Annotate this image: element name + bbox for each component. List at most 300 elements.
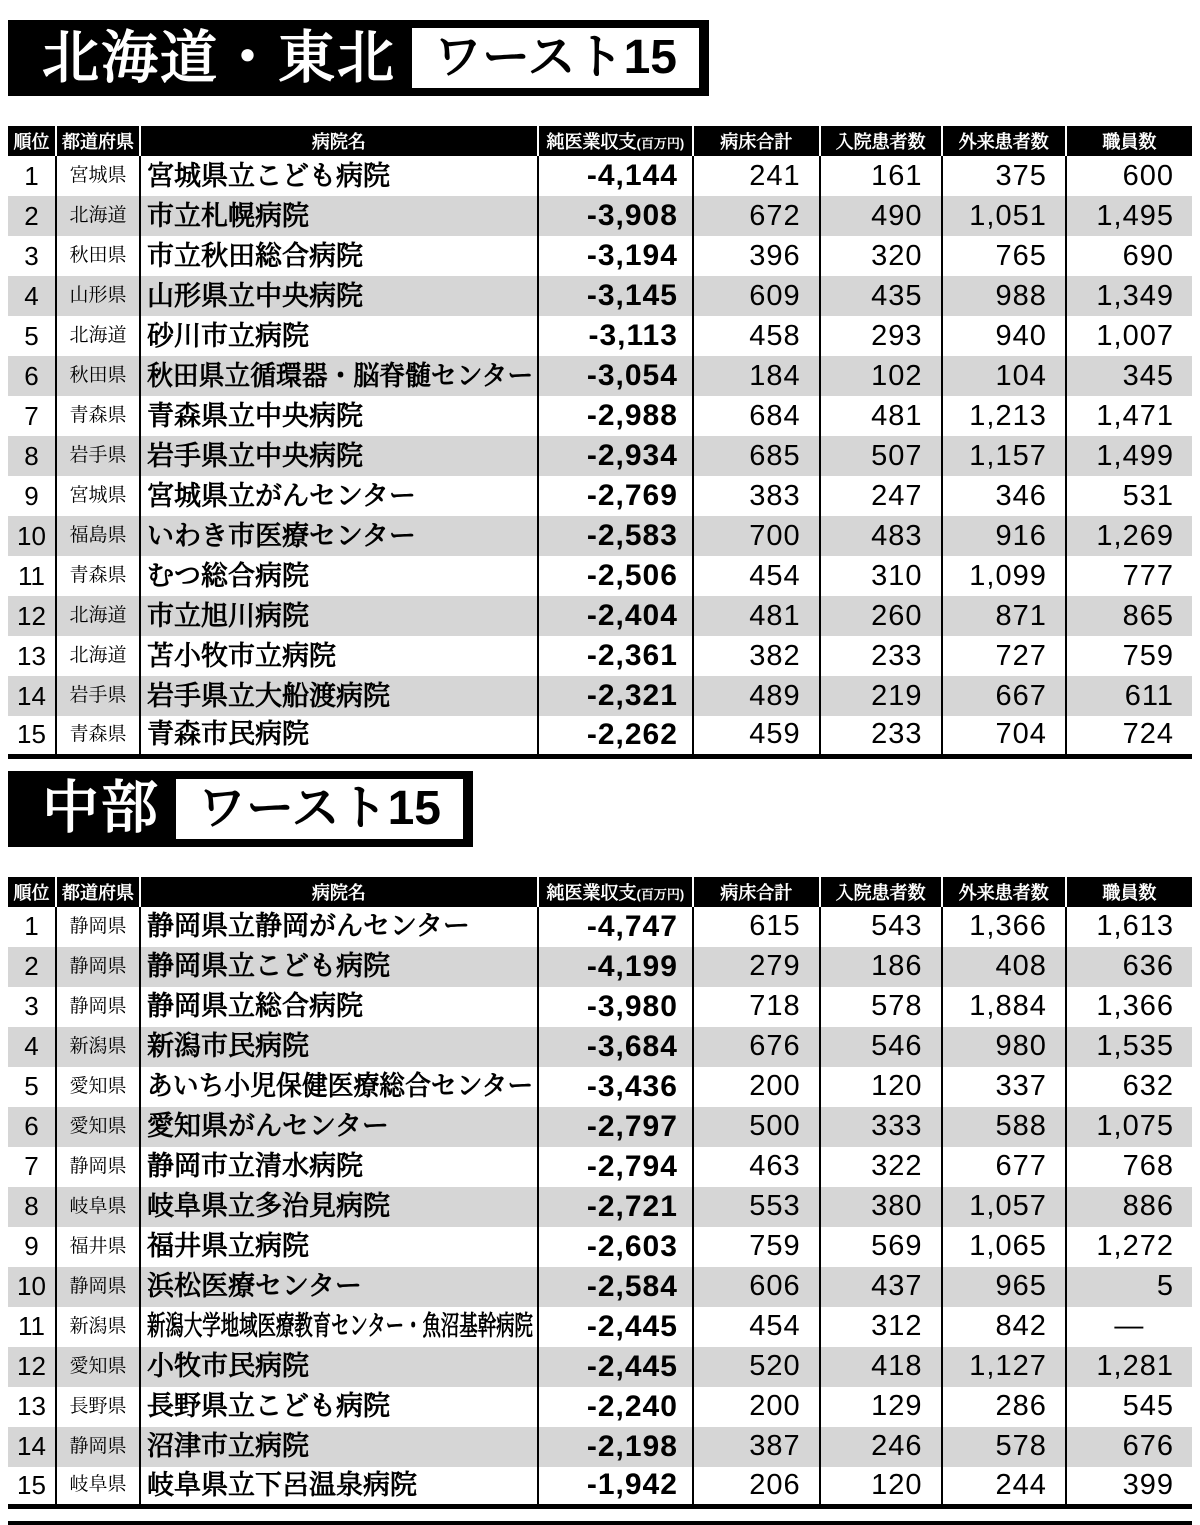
pref-cell	[56, 316, 140, 356]
table-row	[8, 1307, 1192, 1347]
balance-cell	[538, 1107, 693, 1147]
pref-cell	[56, 907, 140, 947]
rank-value: 4	[24, 1031, 39, 1061]
pref-cell	[56, 1187, 140, 1227]
balance-value: -2,198	[586, 1429, 678, 1463]
outpatients-value: 375	[995, 159, 1047, 192]
hospital-value: 岐阜県立多治見病院	[147, 1191, 390, 1221]
rank-cell	[8, 987, 56, 1027]
inpatients-cell	[820, 156, 942, 196]
rank-cell	[8, 676, 56, 716]
column-header-label: 順位	[13, 132, 50, 152]
hospital-cell	[140, 1387, 538, 1427]
balance-cell	[538, 1427, 693, 1467]
outpatients-cell	[942, 196, 1066, 236]
inpatients-value: 120	[871, 1070, 923, 1102]
staff-cell	[1066, 947, 1192, 987]
staff-value: 1,075	[1096, 1110, 1174, 1142]
outpatients-value: 1,099	[969, 559, 1047, 592]
hospital-cell	[140, 236, 538, 276]
inpatients-cell	[820, 276, 942, 316]
pref-cell	[56, 1267, 140, 1307]
beds-value: 685	[749, 439, 801, 472]
ranking-table	[8, 877, 1192, 1510]
balance-value: -2,404	[586, 599, 678, 632]
column-header-beds	[693, 877, 820, 907]
balance-value: -2,583	[586, 519, 678, 552]
hospital-value: 宮城県立こども病院	[147, 160, 390, 191]
hospital-value: 青森県立中央病院	[147, 400, 363, 431]
hospital-value: 青森市民病院	[147, 719, 309, 750]
rank-value: 15	[17, 1469, 46, 1500]
hospital-cell	[140, 636, 538, 676]
hospital-value: 市立札幌病院	[147, 200, 309, 231]
column-header-label: 順位	[13, 882, 50, 903]
hospital-cell	[140, 356, 538, 396]
hospital-cell	[140, 1067, 538, 1107]
outpatients-value: 1,127	[969, 1350, 1047, 1382]
staff-value: 768	[1122, 1150, 1174, 1182]
beds-cell	[693, 1267, 820, 1307]
staff-value: 1,281	[1096, 1350, 1174, 1382]
rank-value: 3	[24, 991, 39, 1021]
inpatients-cell	[820, 1227, 942, 1267]
outpatients-cell	[942, 1347, 1066, 1387]
inpatients-cell	[820, 596, 942, 636]
inpatients-cell	[820, 987, 942, 1027]
balance-value: -2,445	[586, 1349, 678, 1383]
rank-cell	[8, 1387, 56, 1427]
column-header-label: 都道府県	[61, 132, 134, 152]
staff-value: 759	[1122, 639, 1174, 672]
table-row	[8, 316, 1192, 356]
pref-value: 青森県	[69, 723, 127, 745]
staff-value: 399	[1122, 1468, 1174, 1501]
hospital-cell	[140, 716, 538, 756]
beds-value: 387	[749, 1430, 801, 1462]
table-row	[8, 1347, 1192, 1387]
rank-value: 11	[17, 560, 45, 591]
rank-cell	[8, 596, 56, 636]
inpatients-value: 129	[871, 1390, 923, 1422]
outpatients-value: 588	[995, 1110, 1047, 1142]
header-row	[8, 877, 1192, 907]
balance-value: -4,747	[586, 909, 678, 943]
hospital-cell	[140, 396, 538, 436]
table-row	[8, 276, 1192, 316]
rank-cell	[8, 236, 56, 276]
pref-value: 宮城県	[69, 485, 127, 506]
outpatients-value: 1,057	[969, 1190, 1047, 1222]
outpatients-value: 1,065	[969, 1230, 1047, 1262]
rank-value: 9	[24, 480, 39, 511]
pref-cell	[56, 1227, 140, 1267]
pref-value: 愛知県	[69, 1075, 127, 1097]
balance-value: -2,721	[586, 1189, 678, 1223]
hospital-cell	[140, 1267, 538, 1307]
rank-cell	[8, 196, 56, 236]
rank-value: 13	[17, 640, 46, 671]
inpatients-value: 481	[871, 399, 923, 432]
balance-cell	[538, 1467, 693, 1507]
balance-value: -3,145	[586, 279, 678, 312]
hospital-cell	[140, 987, 538, 1027]
outpatients-cell	[942, 276, 1066, 316]
balance-cell	[538, 596, 693, 636]
pref-value: 静岡県	[69, 1435, 127, 1457]
pref-cell	[56, 396, 140, 436]
beds-cell	[693, 1427, 820, 1467]
beds-value: 206	[749, 1468, 801, 1501]
pref-value: 静岡県	[69, 995, 127, 1017]
balance-cell	[538, 556, 693, 596]
beds-value: 609	[749, 279, 801, 312]
rank-value: 2	[24, 200, 39, 231]
outpatients-cell	[942, 436, 1066, 476]
column-header-label: 病院名	[311, 132, 366, 152]
beds-cell	[693, 1187, 820, 1227]
pref-value: 静岡県	[69, 915, 127, 937]
table-row	[8, 1227, 1192, 1267]
balance-cell	[538, 156, 693, 196]
beds-cell	[693, 356, 820, 396]
table-row	[8, 1387, 1192, 1427]
staff-cell	[1066, 1347, 1192, 1387]
hospital-value: あいち小児保健医療総合センター	[147, 1071, 534, 1101]
inpatients-cell	[820, 1027, 942, 1067]
beds-value: 489	[749, 679, 801, 712]
hospital-cell	[140, 1427, 538, 1467]
beds-value: 241	[749, 159, 801, 192]
inpatients-cell	[820, 1267, 942, 1307]
staff-cell	[1066, 987, 1192, 1027]
beds-cell	[693, 1347, 820, 1387]
inpatients-cell	[820, 636, 942, 676]
outpatients-value: 842	[995, 1310, 1047, 1342]
hospital-value: 岩手県立中央病院	[147, 440, 363, 471]
staff-value: 1,007	[1096, 319, 1174, 352]
hospital-cell	[140, 1187, 538, 1227]
staff-cell	[1066, 436, 1192, 476]
inpatients-cell	[820, 1187, 942, 1227]
rank-cell	[8, 436, 56, 476]
rank-cell	[8, 1027, 56, 1067]
table-row	[8, 356, 1192, 396]
beds-cell	[693, 236, 820, 276]
hospital-value: 岐阜県立下呂温泉病院	[147, 1469, 417, 1500]
balance-value: -1,942	[586, 1468, 678, 1502]
pref-value: 北海道	[69, 205, 127, 226]
balance-cell	[538, 1187, 693, 1227]
outpatients-value: 980	[995, 1030, 1047, 1062]
staff-cell	[1066, 156, 1192, 196]
beds-value: 396	[749, 239, 801, 272]
outpatients-value: 940	[995, 319, 1047, 352]
beds-cell	[693, 1027, 820, 1067]
balance-cell	[538, 356, 693, 396]
outpatients-value: 1,051	[969, 199, 1047, 232]
balance-cell	[538, 276, 693, 316]
ranking-table	[8, 126, 1192, 759]
inpatients-value: 333	[871, 1110, 923, 1142]
inpatients-value: 219	[871, 679, 923, 712]
rank-cell	[8, 556, 56, 596]
staff-value: 865	[1122, 599, 1174, 632]
pref-value: 静岡県	[69, 955, 127, 977]
inpatients-cell	[820, 196, 942, 236]
hospital-value: 静岡県立こども病院	[147, 951, 390, 981]
outpatients-cell	[942, 1387, 1066, 1427]
hospital-value: 浜松医療センター	[147, 1271, 362, 1301]
column-header-inpatients	[820, 877, 942, 907]
staff-value: 636	[1122, 950, 1174, 982]
rank-cell	[8, 1467, 56, 1507]
inpatients-value: 161	[871, 159, 923, 192]
table-row	[8, 1067, 1192, 1107]
rank-value: 1	[24, 160, 39, 191]
beds-value: 200	[749, 1070, 801, 1102]
outpatients-cell	[942, 716, 1066, 756]
staff-value: 1,349	[1096, 279, 1174, 312]
beds-value: 500	[749, 1110, 801, 1142]
rank-value: 2	[24, 951, 39, 981]
table-row	[8, 1107, 1192, 1147]
staff-cell	[1066, 1427, 1192, 1467]
rank-value: 5	[24, 320, 39, 351]
pref-value: 静岡県	[69, 1155, 127, 1177]
rank-value: 6	[24, 360, 39, 391]
pref-cell	[56, 556, 140, 596]
hospital-cell	[140, 947, 538, 987]
pref-cell	[56, 1467, 140, 1507]
outpatients-cell	[942, 1467, 1066, 1507]
table-row	[8, 1147, 1192, 1187]
staff-value: 724	[1122, 718, 1174, 751]
hospital-cell	[140, 1347, 538, 1387]
pref-value: 岐阜県	[69, 1474, 127, 1496]
balance-cell	[538, 396, 693, 436]
outpatients-cell	[942, 1307, 1066, 1347]
inpatients-value: 320	[871, 239, 923, 272]
staff-value: 1,499	[1096, 439, 1174, 472]
pref-value: 北海道	[69, 325, 127, 346]
beds-cell	[693, 196, 820, 236]
beds-cell	[693, 156, 820, 196]
inpatients-value: 102	[871, 359, 923, 392]
balance-value: -3,684	[586, 1029, 678, 1063]
rank-value: 1	[24, 911, 39, 941]
staff-value: 5	[1156, 1270, 1174, 1302]
staff-cell	[1066, 1307, 1192, 1347]
column-header-label: 都道府県	[61, 882, 134, 903]
rank-value: 13	[17, 1391, 46, 1421]
rank-cell	[8, 316, 56, 356]
pref-cell	[56, 716, 140, 756]
staff-value: 531	[1122, 479, 1174, 512]
hospital-cell	[140, 476, 538, 516]
table-row	[8, 596, 1192, 636]
staff-cell	[1066, 476, 1192, 516]
column-header-label: 入院患者数	[835, 132, 926, 152]
rank-value: 5	[24, 1071, 39, 1101]
outpatients-value: 916	[995, 519, 1047, 552]
column-header-rank	[8, 126, 56, 156]
hospital-value: 秋田県立循環器・脳脊髄センター	[147, 360, 534, 391]
beds-cell	[693, 1147, 820, 1187]
column-header-beds	[693, 126, 820, 156]
outpatients-cell	[942, 476, 1066, 516]
hospital-value: 市立旭川病院	[147, 600, 309, 631]
inpatients-value: 246	[871, 1430, 923, 1462]
rank-value: 14	[17, 680, 46, 711]
table-row	[8, 156, 1192, 196]
outpatients-cell	[942, 1027, 1066, 1067]
staff-cell	[1066, 556, 1192, 596]
staff-cell	[1066, 1227, 1192, 1267]
inpatients-value: 293	[871, 319, 923, 352]
column-header-label: 純医業収支	[546, 882, 637, 903]
staff-value: 345	[1122, 359, 1174, 392]
region-name: 中部	[42, 776, 160, 840]
rank-cell	[8, 1307, 56, 1347]
hospital-cell	[140, 907, 538, 947]
inpatients-cell	[820, 1307, 942, 1347]
inpatients-cell	[820, 436, 942, 476]
outpatients-value: 1,366	[969, 910, 1047, 942]
outpatients-cell	[942, 356, 1066, 396]
rank-cell	[8, 1427, 56, 1467]
column-header-balance	[538, 877, 693, 907]
inpatients-cell	[820, 907, 942, 947]
rank-value: 4	[24, 280, 39, 311]
outpatients-cell	[942, 1107, 1066, 1147]
column-header-hospital	[140, 126, 538, 156]
outpatients-value: 727	[995, 639, 1047, 672]
balance-cell	[538, 987, 693, 1027]
pref-cell	[56, 476, 140, 516]
pref-value: 秋田県	[69, 245, 127, 266]
outpatients-cell	[942, 947, 1066, 987]
beds-cell	[693, 1467, 820, 1507]
balance-value: -2,603	[586, 1229, 678, 1263]
balance-value: -2,934	[586, 439, 678, 472]
inpatients-value: 312	[871, 1310, 923, 1342]
table-body	[8, 156, 1192, 756]
column-header-pref	[56, 126, 140, 156]
beds-value: 383	[749, 479, 801, 512]
outpatients-cell	[942, 987, 1066, 1027]
inpatients-cell	[820, 716, 942, 756]
outpatients-cell	[942, 636, 1066, 676]
table-row	[8, 1027, 1192, 1067]
outpatients-value: 1,157	[969, 439, 1047, 472]
rank-value: 11	[17, 1311, 45, 1341]
column-header-outpatients	[942, 877, 1066, 907]
pref-value: 静岡県	[69, 1275, 127, 1297]
hospital-value: 静岡県立静岡がんセンター	[147, 911, 470, 941]
inpatients-value: 186	[871, 950, 923, 982]
staff-cell	[1066, 907, 1192, 947]
table-row	[8, 636, 1192, 676]
column-header-label: 外来患者数	[958, 132, 1049, 152]
staff-cell	[1066, 196, 1192, 236]
staff-cell	[1066, 1067, 1192, 1107]
outpatients-value: 408	[995, 950, 1047, 982]
column-header-label: 職員数	[1102, 882, 1157, 903]
table-row	[8, 947, 1192, 987]
beds-cell	[693, 716, 820, 756]
column-header-unit: (百万円)	[636, 886, 685, 902]
region-section	[8, 771, 1200, 1510]
balance-value: -2,361	[586, 639, 678, 672]
hospital-cell	[140, 316, 538, 356]
balance-cell	[538, 436, 693, 476]
hospital-cell	[140, 436, 538, 476]
hospital-value: 苫小牧市立病院	[147, 640, 336, 671]
pref-value: 岩手県	[69, 685, 127, 706]
pref-cell	[56, 516, 140, 556]
balance-cell	[538, 1227, 693, 1267]
beds-value: 382	[749, 639, 801, 672]
inpatients-value: 310	[871, 559, 923, 592]
pref-value: 青森県	[69, 565, 127, 586]
staff-value: 600	[1122, 159, 1174, 192]
hospital-cell	[140, 556, 538, 596]
table-row	[8, 476, 1192, 516]
rank-value: 3	[24, 240, 39, 271]
balance-cell	[538, 476, 693, 516]
balance-cell	[538, 907, 693, 947]
rank-cell	[8, 1227, 56, 1267]
staff-cell	[1066, 236, 1192, 276]
column-header-inpatients	[820, 126, 942, 156]
table-row	[8, 1467, 1192, 1507]
beds-cell	[693, 1107, 820, 1147]
pref-value: 山形県	[69, 285, 127, 306]
rank-cell	[8, 516, 56, 556]
outpatients-cell	[942, 1067, 1066, 1107]
balance-value: -2,506	[586, 559, 678, 592]
column-header-staff	[1066, 877, 1192, 907]
pref-cell	[56, 236, 140, 276]
beds-cell	[693, 276, 820, 316]
balance-cell	[538, 1347, 693, 1387]
outpatients-value: 578	[995, 1430, 1047, 1462]
inpatients-cell	[820, 236, 942, 276]
beds-cell	[693, 907, 820, 947]
rank-cell	[8, 907, 56, 947]
rank-cell	[8, 1147, 56, 1187]
pref-cell	[56, 1067, 140, 1107]
hospital-value: 長野県立こども病院	[147, 1391, 390, 1421]
inpatients-value: 260	[871, 599, 923, 632]
column-header-pref	[56, 877, 140, 907]
balance-cell	[538, 676, 693, 716]
column-header-label: 病床合計	[720, 132, 793, 152]
table-row	[8, 1187, 1192, 1227]
hospital-value: 愛知県がんセンター	[147, 1111, 389, 1141]
staff-cell	[1066, 1107, 1192, 1147]
outpatients-cell	[942, 1227, 1066, 1267]
hospital-value: むつ総合病院	[147, 560, 309, 591]
beds-value: 684	[749, 399, 801, 432]
inpatients-cell	[820, 1347, 942, 1387]
inpatients-cell	[820, 316, 942, 356]
rank-value: 10	[17, 520, 46, 551]
hospital-value: 福井県立病院	[147, 1231, 309, 1261]
staff-value: 1,471	[1096, 399, 1174, 432]
rank-cell	[8, 1107, 56, 1147]
